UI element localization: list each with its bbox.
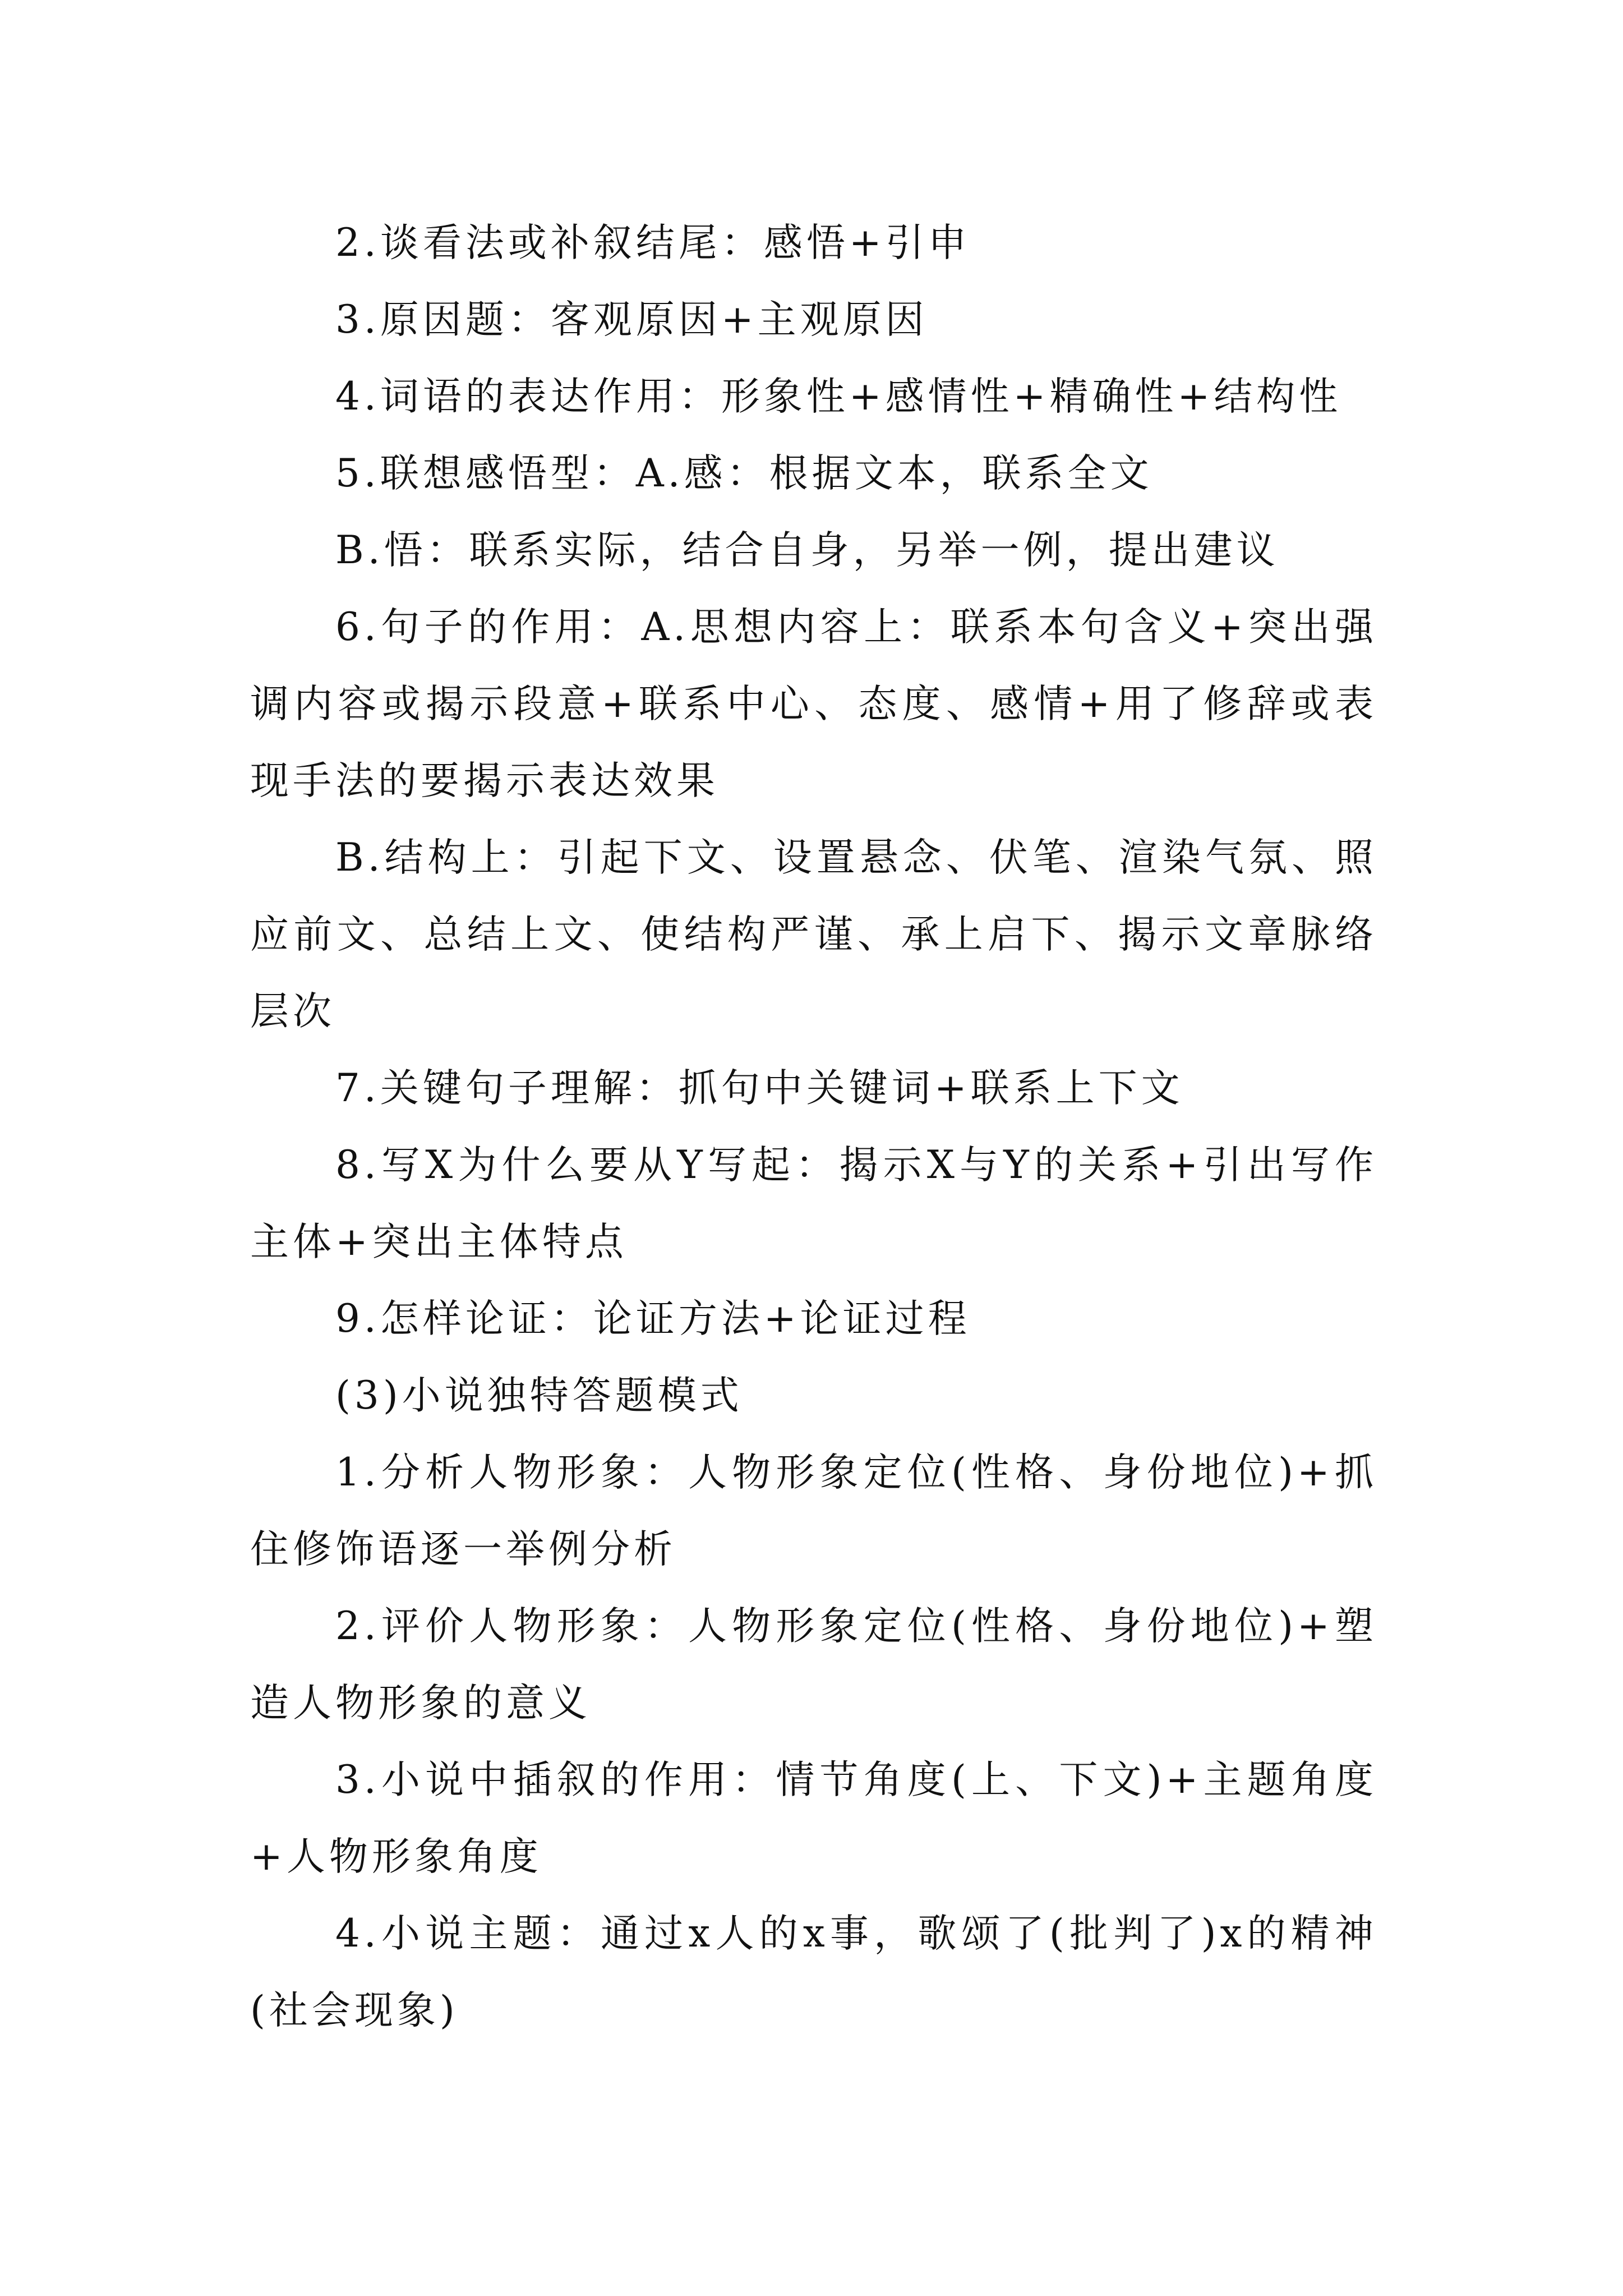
paragraph-novel-theme: 4.小说主题：通过x人的x事，歌颂了(批判了)x的精神(社会现象) [250,1911,1377,2033]
paragraph-argumentation: 9.怎样论证：论证方法+论证过程 [335,1296,971,1341]
document-body [250,205,1377,2049]
paragraph-sentence-function-content: 6.句子的作用：A.思想内容上：联系本句含义+突出强调内容或揭示段意+联系中心、态度、感情+用了修辞或表现手法的要揭示表达效果 [250,605,1377,803]
paragraph-answer-view-ending: 2.谈看法或补叙结尾：感悟+引申 [335,220,971,265]
paragraph-sentence-function-structure: B.结构上：引起下文、设置悬念、伏笔、渲染气氛、照应前文、总结上文、使结构严谨、承上启下、揭示文章脉络层次 [250,835,1377,1034]
paragraph-evaluate-character: 2.评价人物形象：人物形象定位(性格、身份地位)+塑造人物形象的意义 [250,1604,1377,1726]
paragraph-association-insight: B.悟：联系实际，结合自身，另举一例，提出建议 [335,528,1279,573]
section-heading-novel: (3)小说独特答题模式 [335,1373,743,1418]
paragraph-flashback-function: 3.小说中插叙的作用：情节角度(上、下文)+主题角度+人物形象角度 [250,1757,1377,1879]
paragraph-reason-question: 3.原因题：客观原因+主观原因 [335,297,928,342]
paragraph-write-x-from-y: 8.写X为什么要从Y写起：揭示X与Y的关系+引出写作主体+突出主体特点 [250,1143,1377,1264]
paragraph-word-function: 4.词语的表达作用：形象性+感情性+精确性+结构性 [335,374,1342,419]
paragraph-analyze-character: 1.分析人物形象：人物形象定位(性格、身份地位)+抓住修饰语逐一举例分析 [250,1450,1377,1572]
paragraph-association-feeling: 5.联想感悟型：A.感：根据文本，联系全文 [335,451,1153,496]
paragraph-key-sentence: 7.关键句子理解：抓句中关键词+联系上下文 [335,1066,1184,1111]
